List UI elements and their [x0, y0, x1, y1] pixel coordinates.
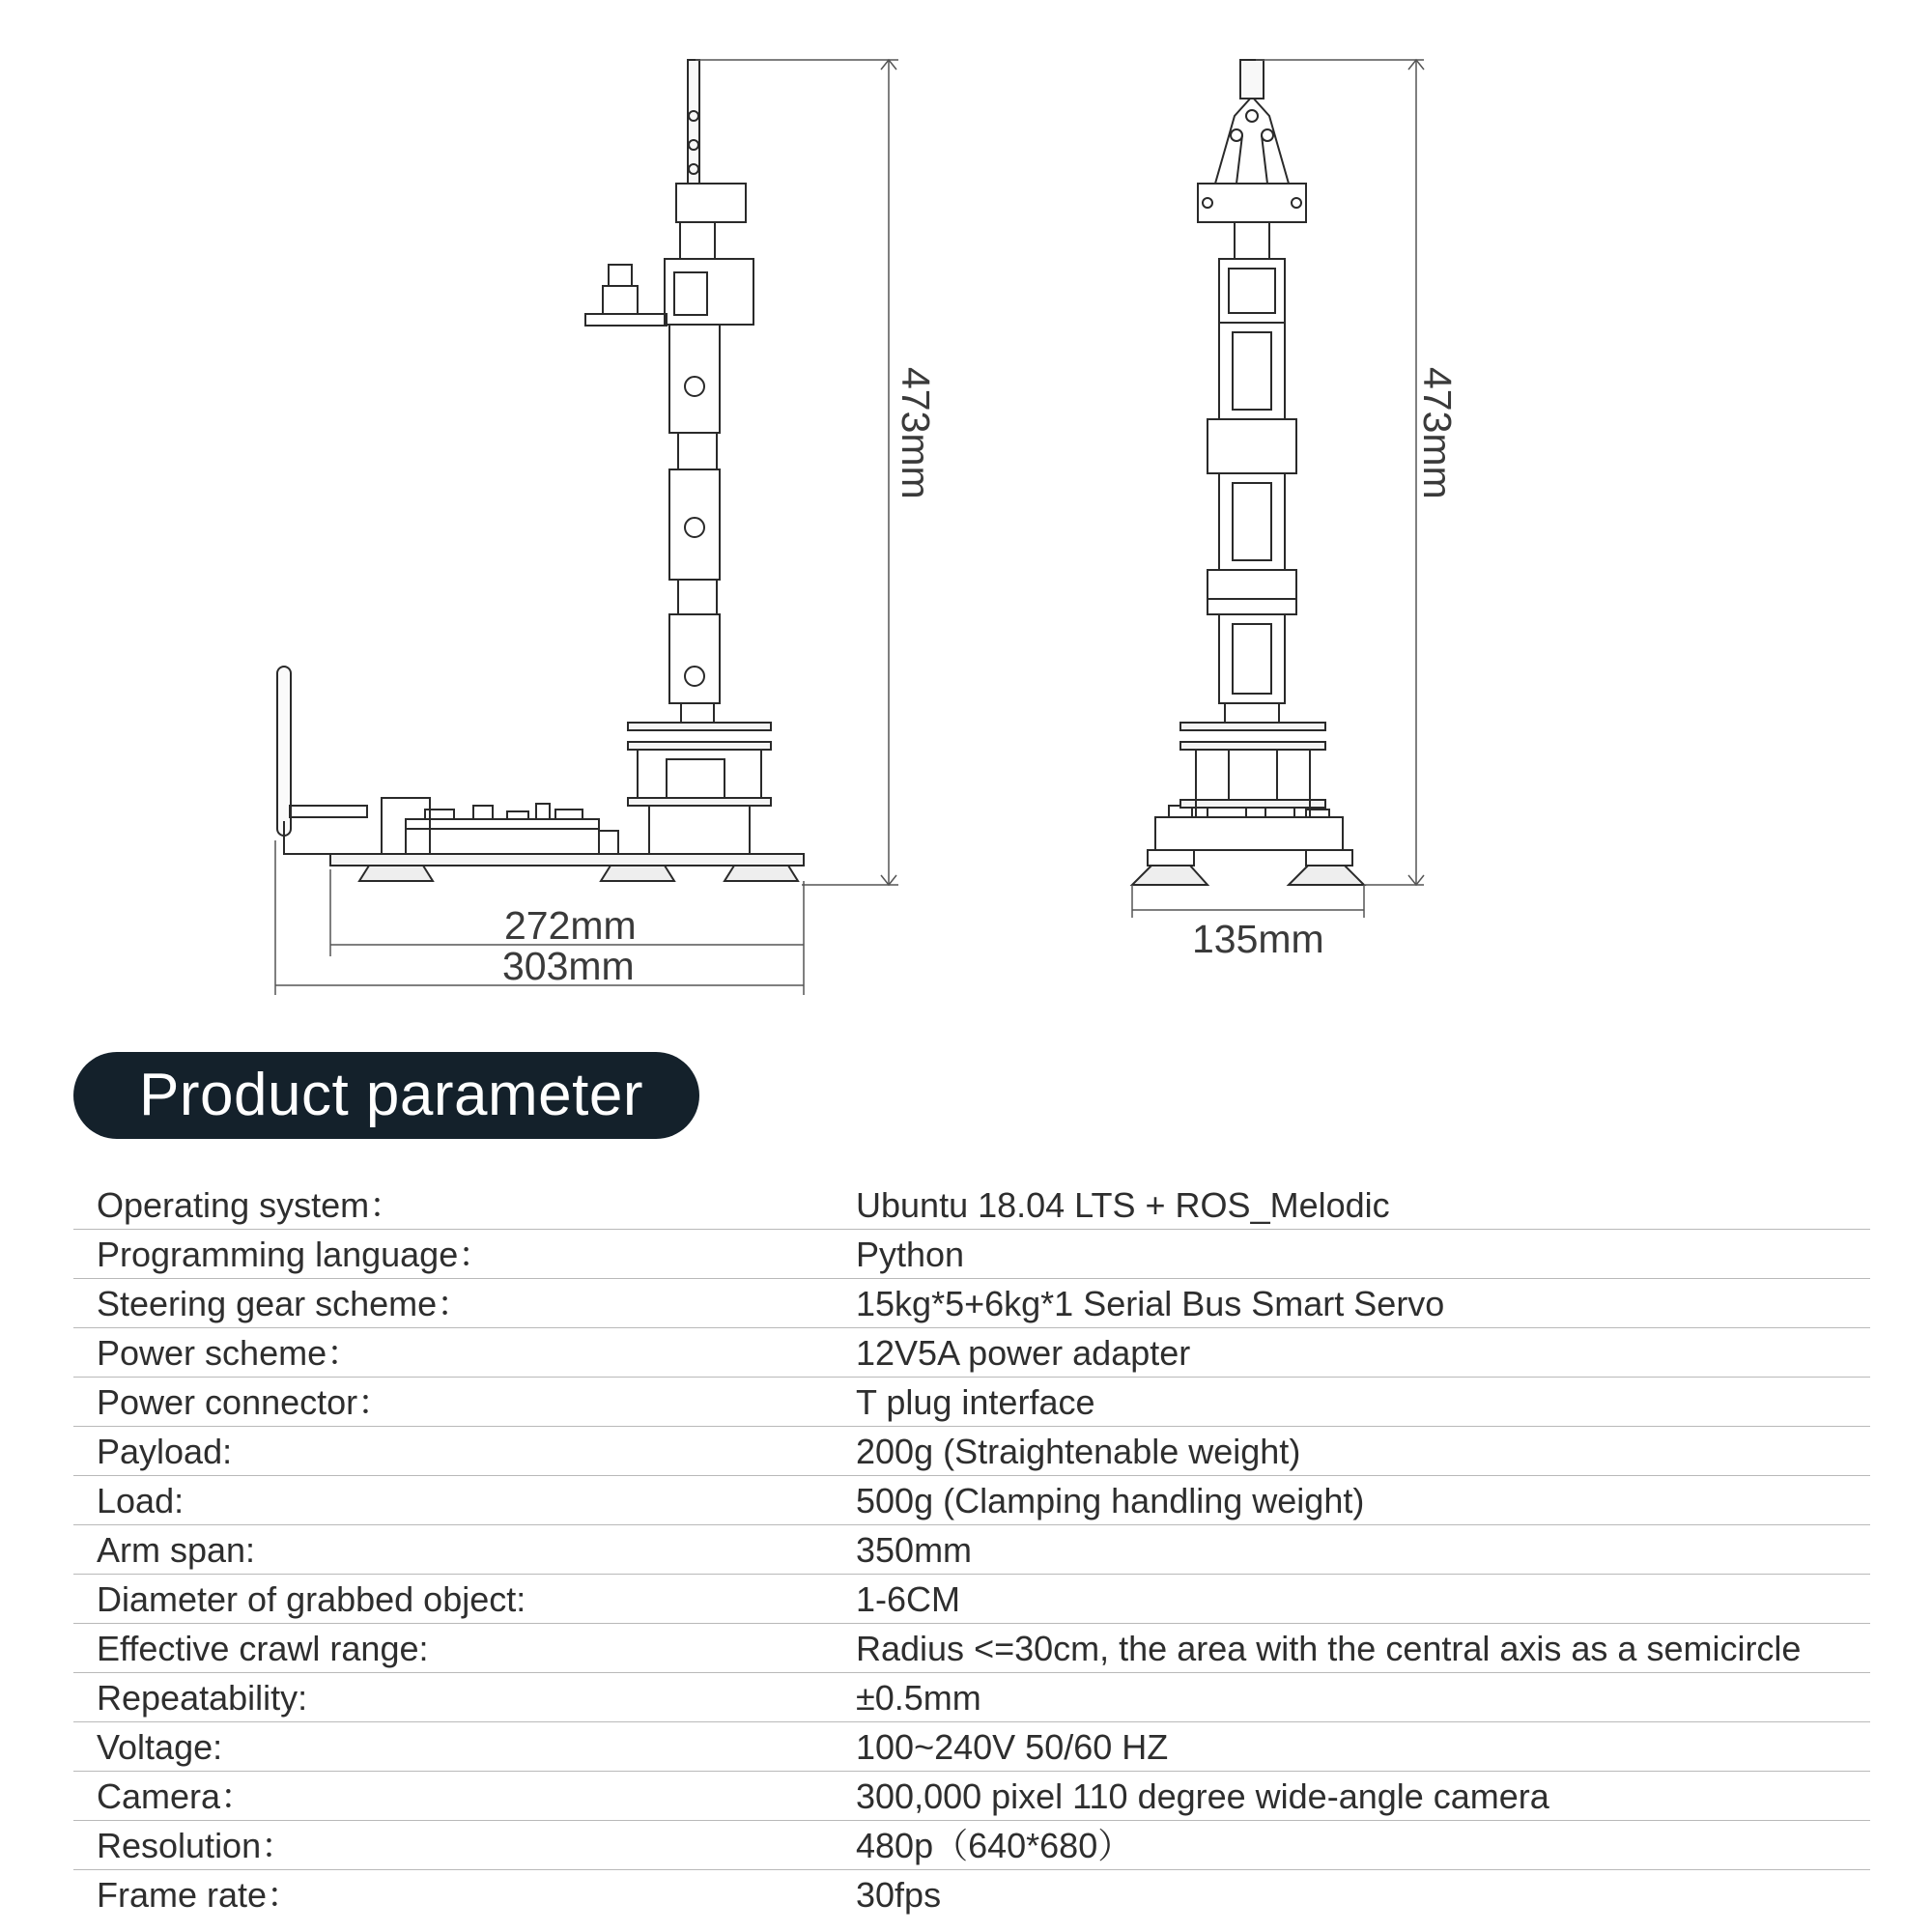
- param-value: 12V5A power adapter: [856, 1333, 1191, 1373]
- param-row: [73, 1328, 1870, 1378]
- side-height-label: 473mm: [894, 367, 938, 499]
- param-key: Steering gear scheme：: [97, 1284, 472, 1323]
- param-value: Ubuntu 18.04 LTS + ROS_Melodic: [856, 1185, 1390, 1225]
- param-key: Programming language：: [97, 1235, 494, 1274]
- param-value: ±0.5mm: [856, 1678, 981, 1718]
- param-row: [73, 1772, 1870, 1821]
- side-inner-width-label: 272mm: [504, 903, 637, 948]
- param-key: Frame rate：: [97, 1875, 302, 1915]
- param-key: Payload:: [97, 1432, 233, 1471]
- param-value: 30fps: [856, 1875, 942, 1915]
- param-value: 200g (Straightenable weight): [856, 1432, 1301, 1471]
- section-title: Product parameter: [139, 1062, 643, 1128]
- param-value: 300,000 pixel 110 degree wide-angle camera: [856, 1776, 1549, 1816]
- param-key: Load:: [97, 1481, 185, 1520]
- param-key: Resolution：: [97, 1826, 297, 1865]
- param-value: 100~240V 50/60 HZ: [856, 1727, 1169, 1767]
- param-value: 15kg*5+6kg*1 Serial Bus Smart Servo: [856, 1284, 1445, 1323]
- param-key: Diameter of grabbed object:: [97, 1579, 526, 1619]
- param-key: Repeatability:: [97, 1678, 308, 1718]
- front-height-label: 473mm: [1415, 367, 1460, 499]
- param-value: 480p（640*680）: [856, 1826, 1133, 1865]
- product-parameter-table: [73, 1180, 1870, 1918]
- param-value: 500g (Clamping handling weight): [856, 1481, 1365, 1520]
- param-key: Arm span:: [97, 1530, 256, 1570]
- param-row: [73, 1575, 1870, 1624]
- param-row: [73, 1230, 1870, 1279]
- side-view-drawing: [277, 60, 804, 881]
- param-row: [73, 1673, 1870, 1722]
- param-key: Power connector：: [97, 1382, 393, 1422]
- param-row: [73, 1722, 1870, 1772]
- param-key: Operating system：: [97, 1185, 405, 1225]
- param-row: [73, 1624, 1870, 1673]
- param-key: Power scheme：: [97, 1333, 362, 1373]
- param-key: Effective crawl range:: [97, 1629, 429, 1668]
- param-row: [73, 1870, 1870, 1918]
- param-value: 1-6CM: [856, 1579, 961, 1619]
- param-row: [73, 1279, 1870, 1328]
- param-value: 350mm: [856, 1530, 973, 1570]
- front-view-drawing: [1132, 60, 1364, 885]
- param-key: Camera：: [97, 1776, 256, 1816]
- side-outer-width-label: 303mm: [502, 944, 635, 988]
- param-value: Radius <=30cm, the area with the central axis as a semicircle: [856, 1629, 1802, 1668]
- param-row: [73, 1821, 1870, 1870]
- param-row: [73, 1427, 1870, 1476]
- section-title-pill: [73, 1052, 699, 1139]
- param-row: [73, 1476, 1870, 1525]
- front-width-label: 135mm: [1192, 917, 1324, 961]
- param-value: Python: [856, 1235, 965, 1274]
- param-row: [73, 1180, 1870, 1230]
- param-value: T plug interface: [856, 1382, 1095, 1422]
- param-key: Voltage:: [97, 1727, 223, 1767]
- param-row: [73, 1378, 1870, 1427]
- param-row: [73, 1525, 1870, 1575]
